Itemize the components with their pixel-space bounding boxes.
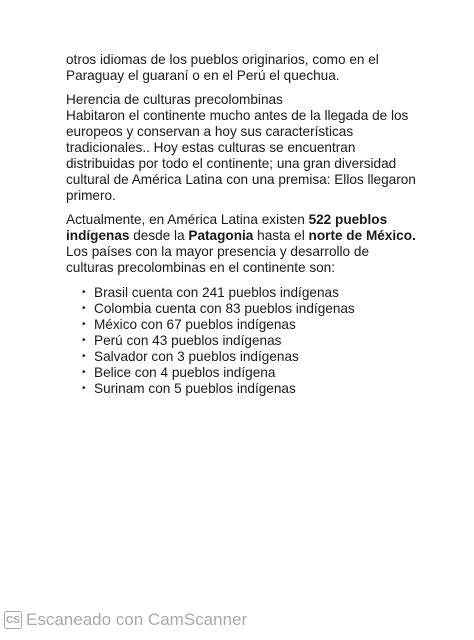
camscanner-watermark bbox=[4, 610, 247, 630]
bullet-icon: • bbox=[82, 383, 86, 394]
bold-patagonia: Patagonia bbox=[188, 228, 254, 243]
bold-pueblos: 522 pueblos indígenas bbox=[66, 212, 388, 243]
list-item-text: Belice con 4 pueblos indígena bbox=[94, 365, 276, 380]
document-page bbox=[66, 52, 416, 397]
list-item bbox=[82, 333, 416, 349]
text-segment: Actualmente, en América Latina existen bbox=[66, 212, 309, 227]
text-segment: desde la bbox=[129, 228, 189, 243]
list-item bbox=[82, 317, 416, 333]
bullet-icon: • bbox=[82, 319, 86, 330]
text-segment: hasta el bbox=[253, 228, 309, 243]
list-item-text: Colombia cuenta con 83 pueblos indígenas bbox=[94, 301, 355, 316]
paragraph-herencia: Habitaron el continente mucho antes de la llegada de los europeos y conservan a hoy sus características tradicionales.. Hoy estas culturas se encuentran distribuidas por todo el continente; una gran diversidad cultural de América Latina con una premisa: Ellos llegaron primero. bbox=[66, 108, 416, 203]
bullet-icon: • bbox=[82, 367, 86, 378]
bullet-icon: • bbox=[82, 303, 86, 314]
list-item bbox=[82, 301, 416, 317]
section-heading: Herencia de culturas precolombinas bbox=[66, 92, 283, 107]
list-item-text: Perú con 43 pueblos indígenas bbox=[94, 333, 282, 348]
bullet-icon: • bbox=[82, 351, 86, 362]
paragraph-actualmente bbox=[66, 212, 416, 276]
list-item-text: Brasil cuenta con 241 pueblos indígenas bbox=[94, 285, 339, 300]
list-item bbox=[82, 349, 416, 365]
list-item-text: Salvador con 3 pueblos indígenas bbox=[94, 349, 299, 364]
bullet-icon: • bbox=[82, 287, 86, 298]
text-segment: Los países con la mayor presencia y desarrollo de culturas precolombinas en el continente son: bbox=[66, 244, 369, 275]
list-item-text: Surinam con 5 pueblos indígenas bbox=[94, 381, 296, 396]
paragraph-intro: otros idiomas de los pueblos originarios, como en el Paraguay el guaraní o en el Perú el quechua. bbox=[66, 52, 379, 83]
bullet-icon: • bbox=[82, 335, 86, 346]
list-item bbox=[82, 285, 416, 301]
list-item bbox=[82, 381, 416, 397]
watermark-text: Escaneado con CamScanner bbox=[26, 610, 248, 629]
country-list bbox=[66, 285, 416, 397]
list-item bbox=[82, 365, 416, 381]
bold-norte-mexico: norte de México. bbox=[308, 228, 416, 243]
camscanner-logo-icon: CS bbox=[4, 611, 22, 629]
list-item-text: México con 67 pueblos indígenas bbox=[94, 317, 296, 332]
